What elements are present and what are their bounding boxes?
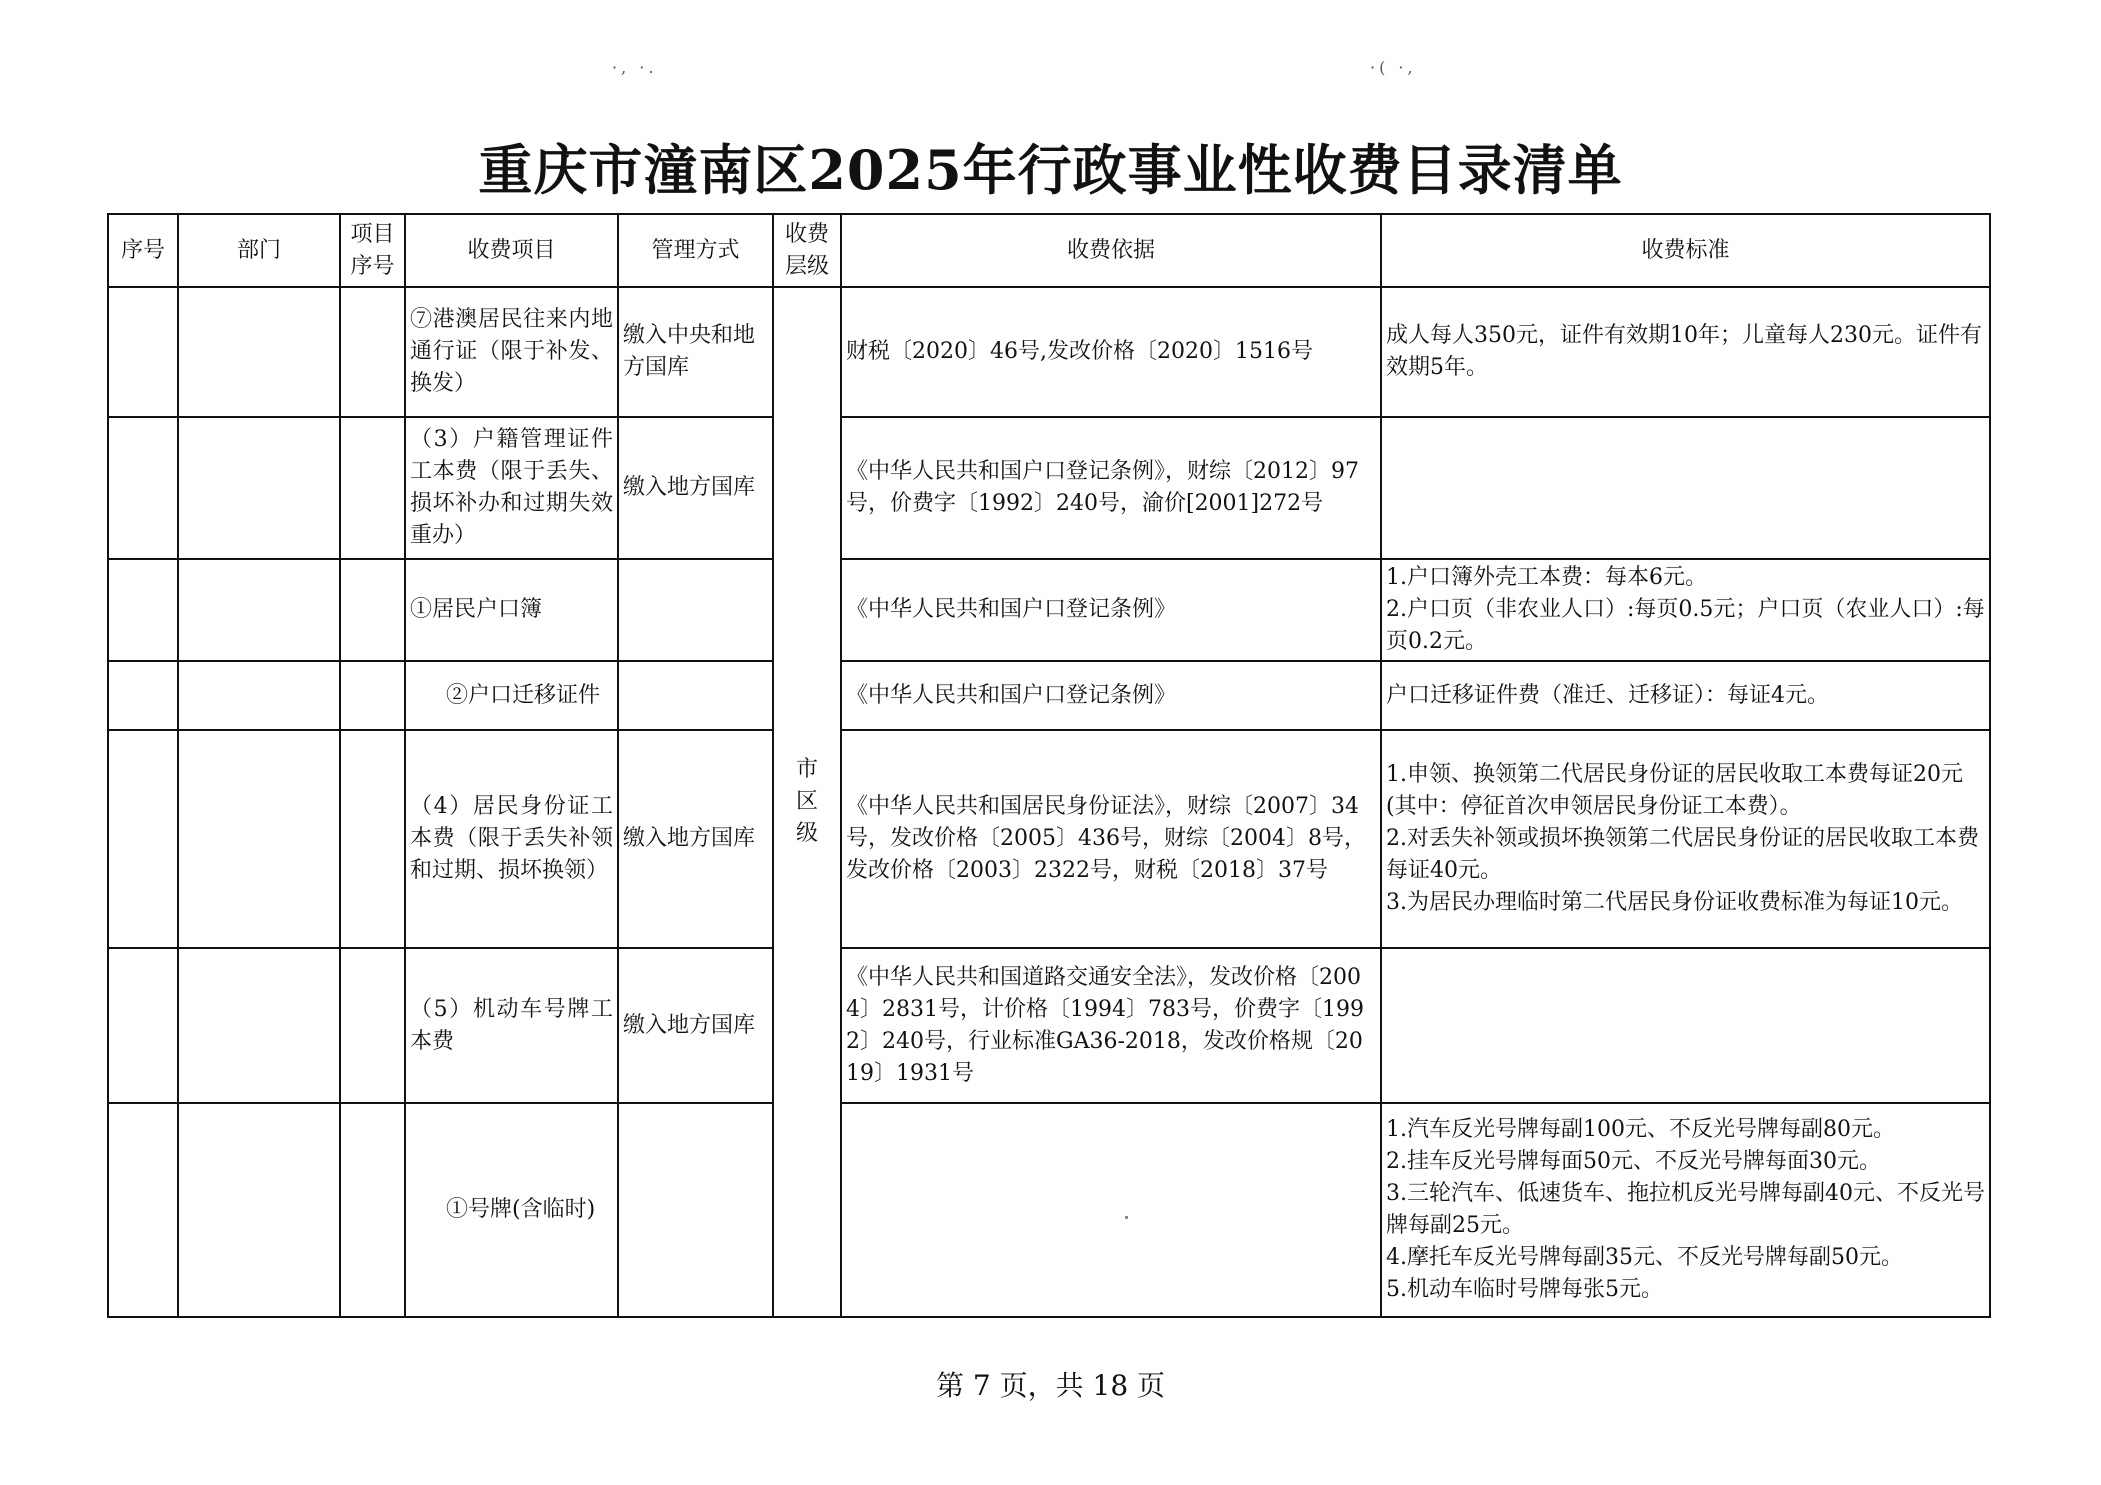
mgmt-cell: 缴入地方国库 <box>618 417 773 559</box>
table-row <box>108 661 1990 730</box>
item-cell: ①居民户口簿 <box>405 559 618 661</box>
table-row <box>108 948 1990 1103</box>
mgmt-cell <box>618 1103 773 1317</box>
item-cell: （3）户籍管理证件工本费（限于丢失、损坏补办和过期失效重办） <box>405 417 618 559</box>
seq-cell <box>108 730 178 948</box>
basis-cell: 《中华人民共和国道路交通安全法》，发改价格〔2004〕2831号，计价格〔1994〕783号，价费字〔1992〕240号，行业标准GA36-2018，发改价格规〔2019〕1931号 <box>841 948 1381 1103</box>
standard-line: 户口迁移证件费（准迁、迁移证）：每证4元。 <box>1386 682 1829 708</box>
page-title: 重庆市潼南区2025年行政事业性收费目录清单 <box>478 138 1623 202</box>
standard-cell <box>1381 661 1990 730</box>
item-seq-cell <box>340 559 405 661</box>
seq-cell <box>108 559 178 661</box>
scan-artifact-left: ·, ·. <box>612 58 658 77</box>
fee-catalog-table <box>107 213 1991 1318</box>
seq-cell <box>108 417 178 559</box>
header-basis: 收费依据 <box>841 214 1381 287</box>
header-standard: 收费标准 <box>1381 214 1990 287</box>
item-cell: ⑦港澳居民往来内地通行证（限于补发、换发） <box>405 287 618 417</box>
basis-cell: 《中华人民共和国户口登记条例》，财综〔2012〕97号，价费字〔1992〕240号，渝价[2001]272号 <box>841 417 1381 559</box>
header-item: 收费项目 <box>405 214 618 287</box>
item-seq-cell <box>340 1103 405 1317</box>
footer-suffix: 页 <box>1128 1369 1166 1402</box>
dept-cell <box>178 730 340 948</box>
standard-line: 2.对丢失补领或损坏换领第二代居民身份证的居民收取工本费每证40元。 <box>1386 826 1979 883</box>
scan-dot <box>1125 1216 1128 1219</box>
seq-cell <box>108 1103 178 1317</box>
footer-middle: 页，共 <box>990 1369 1093 1402</box>
standard-cell <box>1381 287 1990 417</box>
footer-page-number: 7 <box>972 1369 991 1402</box>
basis-cell <box>841 1103 1381 1317</box>
item-seq-cell <box>340 287 405 417</box>
standard-cell <box>1381 559 1990 661</box>
standard-line: 3.为居民办理临时第二代居民身份证收费标准为每证10元。 <box>1386 890 1963 915</box>
footer-prefix: 第 <box>935 1369 973 1402</box>
seq-cell <box>108 661 178 730</box>
table-row <box>108 1103 1990 1317</box>
table-row <box>108 559 1990 661</box>
dept-cell <box>178 287 340 417</box>
basis-cell: 《中华人民共和国户口登记条例》 <box>841 559 1381 661</box>
standard-line: 2.户口页（非农业人口）:每页0.5元；户口页（农业人口）:每页0.2元。 <box>1386 597 1985 654</box>
table-row <box>108 730 1990 948</box>
table-row <box>108 417 1990 559</box>
dept-cell <box>178 1103 340 1317</box>
basis-cell: 财税〔2020〕46号,发改价格〔2020〕1516号 <box>841 287 1381 417</box>
standard-line: 1.申领、换领第二代居民身份证的居民收取工本费每证20元(其中：停征首次申领居民身份证工本费）。 <box>1386 762 1963 819</box>
header-mgmt: 管理方式 <box>618 214 773 287</box>
item-seq-cell <box>340 730 405 948</box>
table-row <box>108 287 1990 417</box>
dept-cell <box>178 661 340 730</box>
standard-cell <box>1381 730 1990 948</box>
standard-line: 3.三轮汽车、低速货车、拖拉机反光号牌每副40元、不反光号牌每副25元。 <box>1386 1181 1985 1238</box>
item-cell: ②户口迁移证件 <box>405 661 618 730</box>
header-level: 收费层级 <box>773 214 841 287</box>
mgmt-cell: 缴入地方国库 <box>618 948 773 1103</box>
standard-line: 1.户口簿外壳工本费：每本6元。 <box>1386 565 1707 590</box>
item-cell: （4）居民身份证工本费（限于丢失补领和过期、损坏换领） <box>405 730 618 948</box>
standard-cell <box>1381 1103 1990 1317</box>
item-cell: （5）机动车号牌工本费 <box>405 948 618 1103</box>
standard-cell <box>1381 948 1990 1103</box>
level-cell <box>773 287 841 1317</box>
mgmt-cell <box>618 559 773 661</box>
page-footer <box>0 1364 2101 1404</box>
standard-line: 2.挂车反光号牌每面50元、不反光号牌每面30元。 <box>1386 1149 1881 1174</box>
item-seq-cell <box>340 948 405 1103</box>
dept-cell <box>178 948 340 1103</box>
mgmt-cell <box>618 661 773 730</box>
scan-artifact-right: ·( ·, <box>1370 58 1417 77</box>
mgmt-cell: 缴入地方国库 <box>618 730 773 948</box>
level-value: 市区级 <box>795 757 818 846</box>
seq-cell <box>108 948 178 1103</box>
item-seq-cell <box>340 661 405 730</box>
standard-line: 5.机动车临时号牌每张5元。 <box>1386 1277 1663 1302</box>
basis-cell: 《中华人民共和国居民身份证法》，财综〔2007〕34号，发改价格〔2005〕436号，财综〔2004〕8号，发改价格〔2003〕2322号，财税〔2018〕37号 <box>841 730 1381 948</box>
header-seq: 序号 <box>108 214 178 287</box>
header-dept: 部门 <box>178 214 340 287</box>
item-cell: ①号牌(含临时) <box>405 1103 618 1317</box>
header-item-seq: 项目序号 <box>340 214 405 287</box>
item-seq-cell <box>340 417 405 559</box>
mgmt-cell: 缴入中央和地方国库 <box>618 287 773 417</box>
dept-cell <box>178 559 340 661</box>
standard-line: 1.汽车反光号牌每副100元、不反光号牌每副80元。 <box>1386 1117 1895 1142</box>
seq-cell <box>108 287 178 417</box>
footer-total-pages: 18 <box>1092 1369 1129 1402</box>
dept-cell <box>178 417 340 559</box>
standard-line: 成人每人350元，证件有效期10年；儿童每人230元。证件有效期5年。 <box>1386 323 1982 380</box>
table-header-row <box>108 214 1990 287</box>
standard-line: 4.摩托车反光号牌每副35元、不反光号牌每副50元。 <box>1386 1245 1903 1270</box>
standard-cell <box>1381 417 1990 559</box>
basis-cell: 《中华人民共和国户口登记条例》 <box>841 661 1381 730</box>
